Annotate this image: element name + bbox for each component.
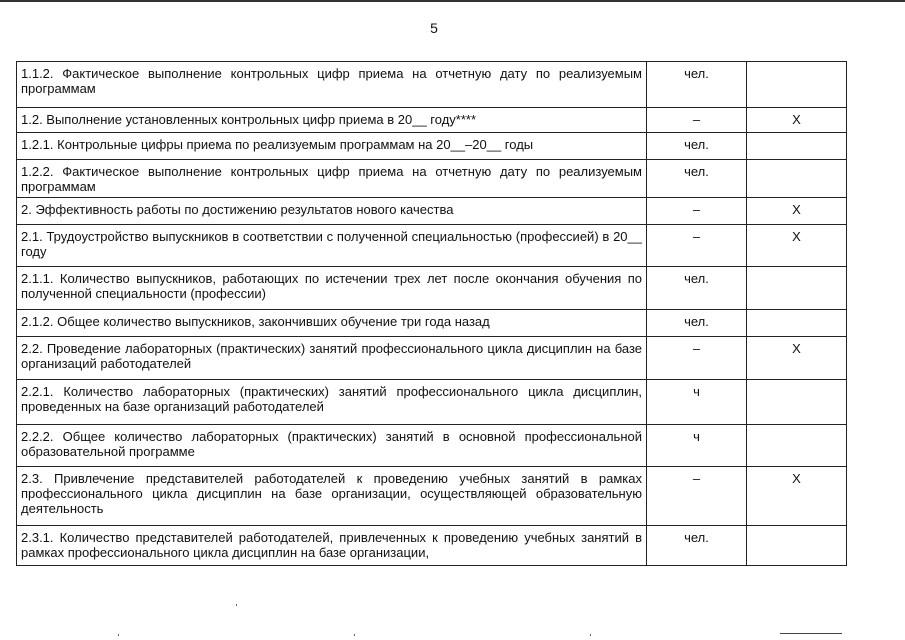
bottom-rule-line <box>780 633 842 634</box>
table-row <box>17 198 847 225</box>
indicator-name-cell: 1.2.2. Фактическое выполнение контрольных цифр приема на отчетную дату по реализуемым программам <box>17 160 647 198</box>
table-row <box>17 425 847 467</box>
mark-cell: Х <box>747 337 847 380</box>
unit-cell: чел. <box>647 133 747 160</box>
indicator-name-cell: 2.2. Проведение лабораторных (практических) занятий профессионального цикла дисциплин на базе организаций работодателей <box>17 337 647 380</box>
table-row <box>17 62 847 108</box>
unit-cell: – <box>647 337 747 380</box>
mark-cell: Х <box>747 225 847 267</box>
mark-cell <box>747 267 847 310</box>
mark-cell <box>747 160 847 198</box>
mark-cell: Х <box>747 108 847 133</box>
scan-speck <box>118 634 119 636</box>
indicator-name-cell: 2. Эффективность работы по достижению результатов нового качества <box>17 198 647 225</box>
table-row <box>17 467 847 526</box>
table-row <box>17 380 847 425</box>
scan-speck <box>236 604 237 606</box>
top-border-line <box>0 0 905 2</box>
indicator-name-cell: 2.2.2. Общее количество лабораторных (практических) занятий в основной профессиональной образовательной программе <box>17 425 647 467</box>
mark-cell: Х <box>747 198 847 225</box>
indicators-table <box>16 61 847 566</box>
table-row <box>17 526 847 566</box>
mark-cell <box>747 526 847 566</box>
table-row <box>17 160 847 198</box>
indicator-name-cell: 2.3. Привлечение представителей работодателей к проведению учебных занятий в рамках профессионального цикла дисциплин на базе организации, осуществляющей образовательную деятельность <box>17 467 647 526</box>
unit-cell: – <box>647 467 747 526</box>
mark-cell: Х <box>747 467 847 526</box>
table-row <box>17 225 847 267</box>
mark-cell <box>747 380 847 425</box>
mark-cell <box>747 425 847 467</box>
scan-speck <box>590 634 591 636</box>
unit-cell: – <box>647 225 747 267</box>
indicator-name-cell: 1.1.2. Фактическое выполнение контрольных цифр приема на отчетную дату по реализуемым программам <box>17 62 647 108</box>
mark-cell <box>747 310 847 337</box>
indicator-name-cell: 2.3.1. Количество представителей работодателей, привлеченных к проведению учебных занятий в рамках профессионального цикла дисциплин на базе организации, <box>17 526 647 566</box>
scan-speck <box>354 634 355 636</box>
unit-cell: ч <box>647 380 747 425</box>
indicators-table-body <box>17 62 847 566</box>
unit-cell: ч <box>647 425 747 467</box>
page-number: 5 <box>430 20 438 36</box>
indicator-name-cell: 2.2.1. Количество лабораторных (практических) занятий профессионального цикла дисциплин, проведенных на базе организаций работодателей <box>17 380 647 425</box>
mark-cell <box>747 133 847 160</box>
indicator-name-cell: 2.1.2. Общее количество выпускников, закончивших обучение три года назад <box>17 310 647 337</box>
indicator-name-cell: 1.2. Выполнение установленных контрольных цифр приема в 20__ году**** <box>17 108 647 133</box>
indicator-name-cell: 2.1.1. Количество выпускников, работающих по истечении трех лет после окончания обучения по полученной специальности (профессии) <box>17 267 647 310</box>
table-row <box>17 310 847 337</box>
unit-cell: чел. <box>647 526 747 566</box>
unit-cell: чел. <box>647 267 747 310</box>
unit-cell: – <box>647 198 747 225</box>
unit-cell: – <box>647 108 747 133</box>
table-row <box>17 108 847 133</box>
mark-cell <box>747 62 847 108</box>
table-row <box>17 133 847 160</box>
unit-cell: чел. <box>647 310 747 337</box>
table-row <box>17 267 847 310</box>
indicator-name-cell: 2.1. Трудоустройство выпускников в соответствии с полученной специальностью (профессией) в 20__ году <box>17 225 647 267</box>
unit-cell: чел. <box>647 160 747 198</box>
table-row <box>17 337 847 380</box>
unit-cell: чел. <box>647 62 747 108</box>
indicator-name-cell: 1.2.1. Контрольные цифры приема по реализуемым программам на 20__–20__ годы <box>17 133 647 160</box>
